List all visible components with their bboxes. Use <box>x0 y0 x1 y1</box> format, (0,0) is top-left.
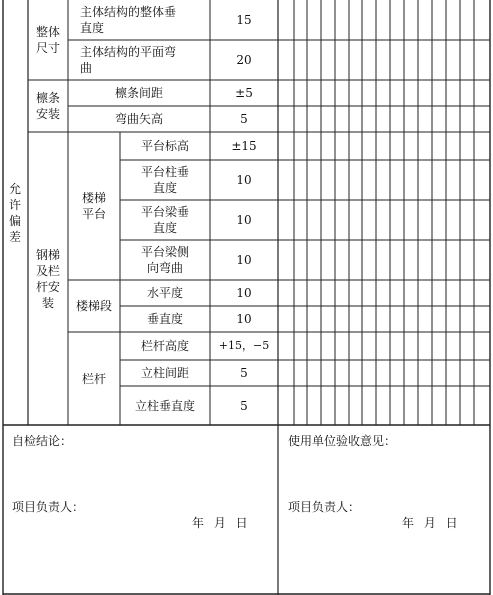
item-purlin-spacing: 檩条间距 <box>114 86 163 100</box>
value-bend-deflection: 5 <box>240 112 248 126</box>
acceptance-opinion-label: 使用单位验收意见： <box>288 434 397 448</box>
value-main-vertical: 15 <box>236 13 252 27</box>
item-main-plane-bend: 主体结构的平面弯 曲 <box>80 45 177 75</box>
item-post-vertical: 立柱垂直度 <box>134 398 195 413</box>
date-left: 年 月 日 <box>192 516 248 530</box>
value-railing-height: +15，−5 <box>218 339 270 352</box>
value-main-plane-bend: 20 <box>236 53 252 67</box>
item-platform-beam-vertical: 平台梁垂 直度 <box>140 205 189 235</box>
item-platform-elevation: 平台标高 <box>140 139 189 153</box>
item-levelness: 水平度 <box>146 286 183 300</box>
item-railing-height: 栏杆高度 <box>140 339 189 353</box>
item-post-spacing: 立柱间距 <box>140 366 189 380</box>
project-responsible-left: 项目负责人： <box>12 500 85 514</box>
group-stair-platform: 楼梯 平台 <box>81 191 106 221</box>
value-platform-elevation: ±15 <box>231 139 257 153</box>
value-post-vertical: 5 <box>240 398 248 413</box>
item-main-vertical: 主体结构的整体垂 直度 <box>80 5 177 35</box>
item-platform-beam-lateral: 平台梁侧 向弯曲 <box>140 245 189 275</box>
group-stair-section: 楼梯段 <box>75 299 112 313</box>
group-steel-stair-railing: 钢梯 及栏 杆安 装 <box>35 247 60 310</box>
project-responsible-right: 项目负责人： <box>288 500 361 514</box>
date-right: 年 月 日 <box>402 516 458 530</box>
value-post-spacing: 5 <box>240 366 248 380</box>
value-platform-beam-lateral: 10 <box>236 253 252 267</box>
item-platform-column-vertical: 平台柱垂 直度 <box>140 165 189 195</box>
self-check-conclusion-label: 自检结论： <box>12 434 73 448</box>
group-overall-dimension: 整体 尺寸 <box>35 25 60 55</box>
item-verticality: 垂直度 <box>146 312 183 326</box>
value-platform-beam-vertical: 10 <box>236 213 252 227</box>
item-bend-deflection: 弯曲矢高 <box>114 112 163 126</box>
value-platform-column-vertical: 10 <box>236 173 252 187</box>
value-purlin-spacing: ±5 <box>235 86 253 100</box>
value-verticality: 10 <box>236 312 252 326</box>
group-railing: 栏杆 <box>81 371 106 386</box>
value-levelness: 10 <box>236 286 252 300</box>
tolerance-label: 允 许 偏 差 <box>8 181 21 244</box>
group-purlin-install: 檩条 安装 <box>35 91 60 121</box>
